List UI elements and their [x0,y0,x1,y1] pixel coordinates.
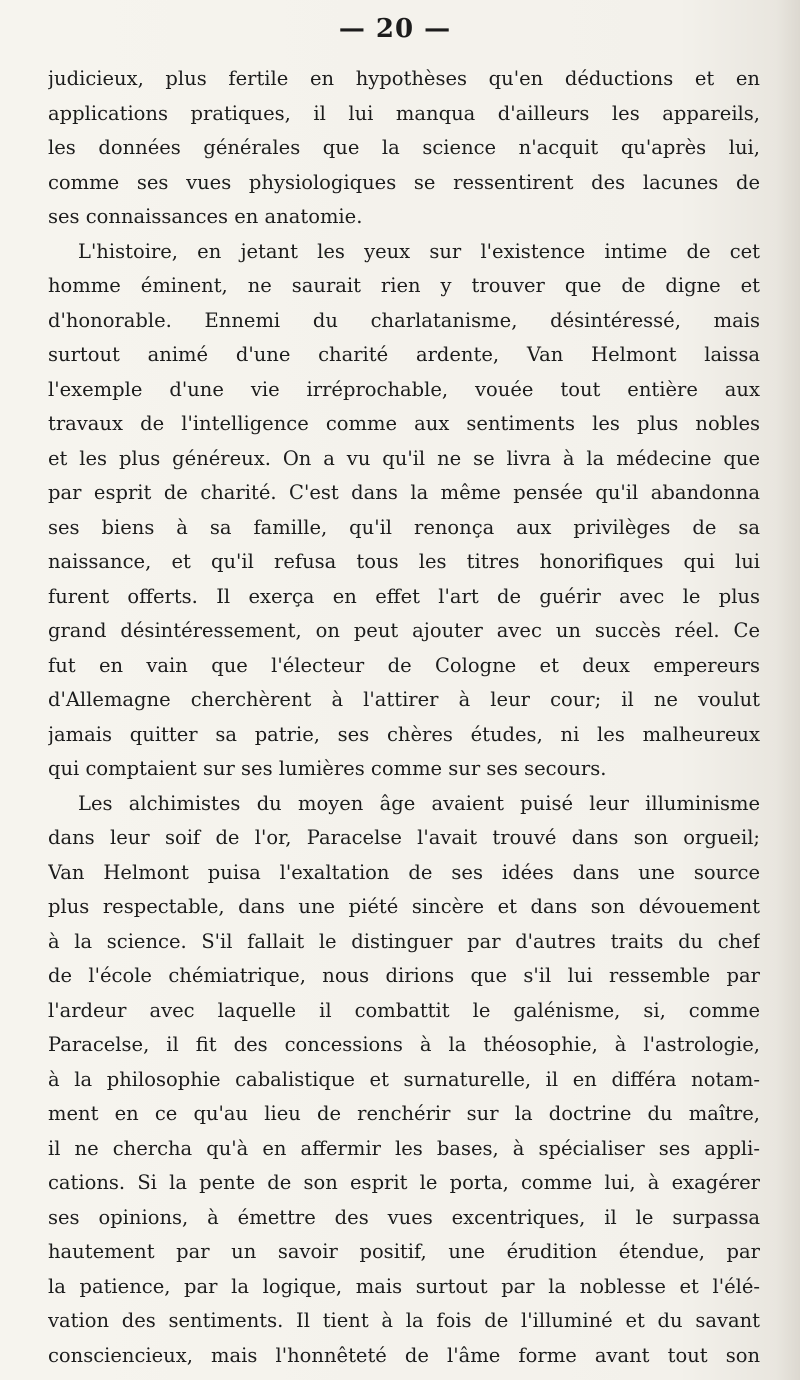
text-line: dans leur soif de l'or, Paracelse l'avait trouvé dans son orgueil; [48,826,760,849]
text-line: cations. Si la pente de son esprit le porta, comme lui, à exagérer [48,1171,760,1194]
paragraph-start-line: Les alchimistes du moyen âge avaient puisé leur illuminisme [78,791,760,815]
page-number: — 20 — [338,14,452,44]
text-line: à la science. S'il fallait le distinguer par d'autres traits du chef [48,929,760,953]
text-line: applications pratiques, il lui manqua d'ailleurs les appareils, [48,101,760,125]
text-line: il ne chercha qu'à en affermir les bases, à spécialiser ses appli- [48,1136,760,1160]
text-line: surtout animé d'une charité ardente, Van Helmont laissa [48,343,760,366]
text-line: vation des sentiments. Il tient à la fois de l'illuminé et du savant [48,1309,760,1332]
text-line: ses biens à sa famille, qu'il renonça aux privilèges de sa [48,515,760,539]
text-line: par esprit de charité. C'est dans la même pensée qu'il abandonna [48,481,760,504]
paragraph-start-line: L'histoire, en jetant les yeux sur l'existence intime de cet [78,239,760,263]
text-line: ses opinions, à émettre des vues excentriques, il le surpassa [48,1205,760,1229]
text-line: à la philosophie cabalistique et surnaturelle, il en différa notam- [48,1067,760,1091]
text-line: qui comptaient sur ses lumières comme sur ses secours. [48,757,607,780]
text-line: furent offerts. Il exerça en effet l'art de guérir avec le plus [48,584,760,608]
text-line: ment en ce qu'au lieu de renchérir sur la doctrine du maître, [48,1102,760,1125]
text-line: hautement par un savoir positif, une érudition étendue, par [48,1240,760,1263]
text-line: fut en vain que l'électeur de Cologne et deux empereurs [48,653,760,677]
text-line: travaux de l'intelligence comme aux sentiments les plus nobles [48,412,760,435]
text-line: Van Helmont puisa l'exaltation de ses idées dans une source [48,860,760,884]
text-line: plus respectable, dans une piété sincère et dans son dévouement [48,895,760,918]
text-line: Paracelse, il fit des concessions à la théosophie, à l'astrologie, [48,1033,760,1056]
text-line: d'honorable. Ennemi du charlatanisme, désintéressé, mais [48,308,760,332]
text-line: jamais quitter sa patrie, ses chères études, ni les malheureux [48,722,760,746]
text-line: l'exemple d'une vie irréprochable, vouée tout entière aux [48,377,760,401]
text-line: consciencieux, mais l'honnêteté de l'âme forme avant tout son [48,1343,760,1367]
text-line: et les plus généreux. On a vu qu'il ne se livra à la médecine que [48,446,760,470]
text-line: les données générales que la science n'acquit qu'après lui, [48,136,760,159]
text-line: grand désintéressement, on peut ajouter avec un succès réel. Ce [48,619,760,642]
text-line: l'ardeur avec laquelle il combattit le galénisme, si, comme [48,998,760,1022]
text-line: de l'école chémiatrique, nous dirions que s'il lui ressemble par [48,964,760,987]
text-line: ses connaissances en anatomie. [48,205,363,228]
body-text [48,62,760,1373]
text-line: d'Allemagne cherchèrent à l'attirer à leur cour; il ne voulut [48,688,760,711]
text-line: la patience, par la logique, mais surtout par la noblesse et l'élé- [48,1274,760,1298]
text-line: naissance, et qu'il refusa tous les titres honorifiques qui lui [48,550,760,573]
text-line: comme ses vues physiologiques se ressentirent des lacunes de [48,170,760,194]
text-line: homme éminent, ne saurait rien y trouver que de digne et [48,274,760,297]
text-line: judicieux, plus fertile en hypothèses qu'en déductions et en [48,67,760,90]
